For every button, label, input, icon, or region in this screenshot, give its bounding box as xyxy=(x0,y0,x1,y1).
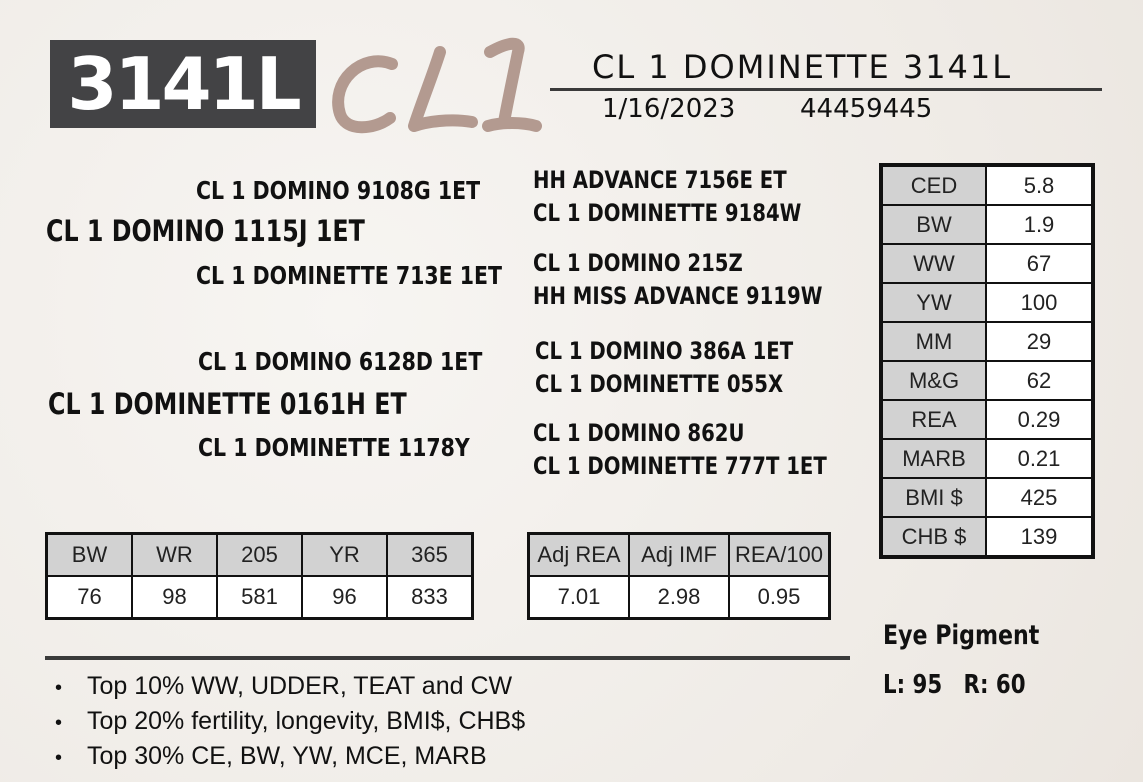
carcass-value: 0.95 xyxy=(729,576,830,619)
eye-pigment-values xyxy=(883,670,1047,700)
pedigree-dam: CL 1 DOMINETTE 0161H ET xyxy=(48,387,407,421)
epd-value: 100 xyxy=(986,283,1093,322)
highlight-item xyxy=(55,740,525,775)
epd-label: CED xyxy=(881,165,986,205)
registration-number: 44459445 xyxy=(800,94,933,124)
performance-header: WR xyxy=(132,534,217,577)
epd-value: 29 xyxy=(986,322,1093,361)
birth-date: 1/16/2023 xyxy=(602,94,736,124)
performance-header-row xyxy=(47,534,473,577)
highlight-text: Top 20% fertility, longevity, BMI$, CHB$ xyxy=(87,707,526,735)
eye-pigment-right: R: 60 xyxy=(963,670,1026,700)
carcass-header-row xyxy=(529,534,830,577)
eye-pigment-left: L: 95 xyxy=(883,670,943,700)
pedigree-sire-sire-dam: CL 1 DOMINETTE 9184W xyxy=(533,199,802,227)
epd-value: 0.21 xyxy=(986,439,1093,478)
animal-name: CL 1 DOMINETTE 3141L xyxy=(592,48,1013,86)
epd-row xyxy=(881,283,1093,322)
epd-label: BMI $ xyxy=(881,478,986,517)
pedigree-dam-sire-dam: CL 1 DOMINETTE 055X xyxy=(535,370,784,398)
highlight-item xyxy=(55,670,525,705)
pedigree-sire-sire-sire: HH ADVANCE 7156E ET xyxy=(533,166,787,194)
pedigree-sire-dam: CL 1 DOMINETTE 713E 1ET xyxy=(196,261,503,290)
epd-label: MARB xyxy=(881,439,986,478)
epd-label: MM xyxy=(881,322,986,361)
epd-row xyxy=(881,205,1093,244)
highlight-text: Top 10% WW, UDDER, TEAT and CW xyxy=(87,672,513,700)
cl1-logo xyxy=(322,22,542,142)
highlight-text: Top 30% CE, BW, YW, MCE, MARB xyxy=(87,742,487,770)
epd-label: YW xyxy=(881,283,986,322)
carcass-header: Adj IMF xyxy=(629,534,729,577)
carcass-header: REA/100 xyxy=(729,534,830,577)
carcass-header: Adj REA xyxy=(529,534,630,577)
epd-label: WW xyxy=(881,244,986,283)
title-divider xyxy=(550,88,1102,91)
pedigree-sire: CL 1 DOMINO 1115J 1ET xyxy=(46,214,365,248)
epd-row xyxy=(881,439,1093,478)
epd-value: 0.29 xyxy=(986,400,1093,439)
epd-row xyxy=(881,322,1093,361)
carcass-value: 2.98 xyxy=(629,576,729,619)
epd-value: 425 xyxy=(986,478,1093,517)
performance-header: 205 xyxy=(217,534,302,577)
epd-row xyxy=(881,517,1093,557)
performance-value: 96 xyxy=(302,576,387,619)
pedigree-dam-sire-sire: CL 1 DOMINO 386A 1ET xyxy=(535,337,794,365)
performance-table xyxy=(45,532,474,620)
epd-value: 67 xyxy=(986,244,1093,283)
epd-label: BW xyxy=(881,205,986,244)
eye-pigment-title: Eye Pigment xyxy=(883,620,1040,651)
bottom-divider xyxy=(45,656,850,660)
epd-value: 62 xyxy=(986,361,1093,400)
performance-value: 98 xyxy=(132,576,217,619)
epd-value: 139 xyxy=(986,517,1093,557)
bullet-icon: • xyxy=(55,747,63,769)
epd-table xyxy=(879,163,1095,559)
performance-header: BW xyxy=(47,534,133,577)
performance-header: YR xyxy=(302,534,387,577)
epd-label: M&G xyxy=(881,361,986,400)
epd-row xyxy=(881,478,1093,517)
epd-row xyxy=(881,165,1093,205)
performance-value: 581 xyxy=(217,576,302,619)
pedigree-dam-dam: CL 1 DOMINETTE 1178Y xyxy=(198,433,470,462)
epd-value: 1.9 xyxy=(986,205,1093,244)
pedigree-sire-sire: CL 1 DOMINO 9108G 1ET xyxy=(196,176,481,205)
bullet-icon: • xyxy=(55,712,63,734)
performance-header: 365 xyxy=(387,534,473,577)
performance-value: 833 xyxy=(387,576,473,619)
performance-value-row xyxy=(47,576,473,619)
bullet-icon: • xyxy=(55,677,63,699)
epd-label: CHB $ xyxy=(881,517,986,557)
performance-value: 76 xyxy=(47,576,133,619)
lot-number-badge: 3141L xyxy=(50,40,316,128)
highlights-list xyxy=(55,670,525,775)
carcass-value: 7.01 xyxy=(529,576,630,619)
epd-row xyxy=(881,244,1093,283)
pedigree-dam-sire: CL 1 DOMINO 6128D 1ET xyxy=(198,347,483,376)
highlight-item xyxy=(55,705,525,740)
pedigree-sire-dam-sire: CL 1 DOMINO 215Z xyxy=(533,249,743,277)
pedigree-dam-dam-dam: CL 1 DOMINETTE 777T 1ET xyxy=(533,452,827,480)
pedigree-sire-dam-dam: HH MISS ADVANCE 9119W xyxy=(533,282,823,310)
carcass-table xyxy=(527,532,831,620)
epd-row xyxy=(881,400,1093,439)
pedigree-dam-dam-sire: CL 1 DOMINO 862U xyxy=(533,419,745,447)
epd-value: 5.8 xyxy=(986,165,1093,205)
carcass-value-row xyxy=(529,576,830,619)
epd-label: REA xyxy=(881,400,986,439)
epd-row xyxy=(881,361,1093,400)
